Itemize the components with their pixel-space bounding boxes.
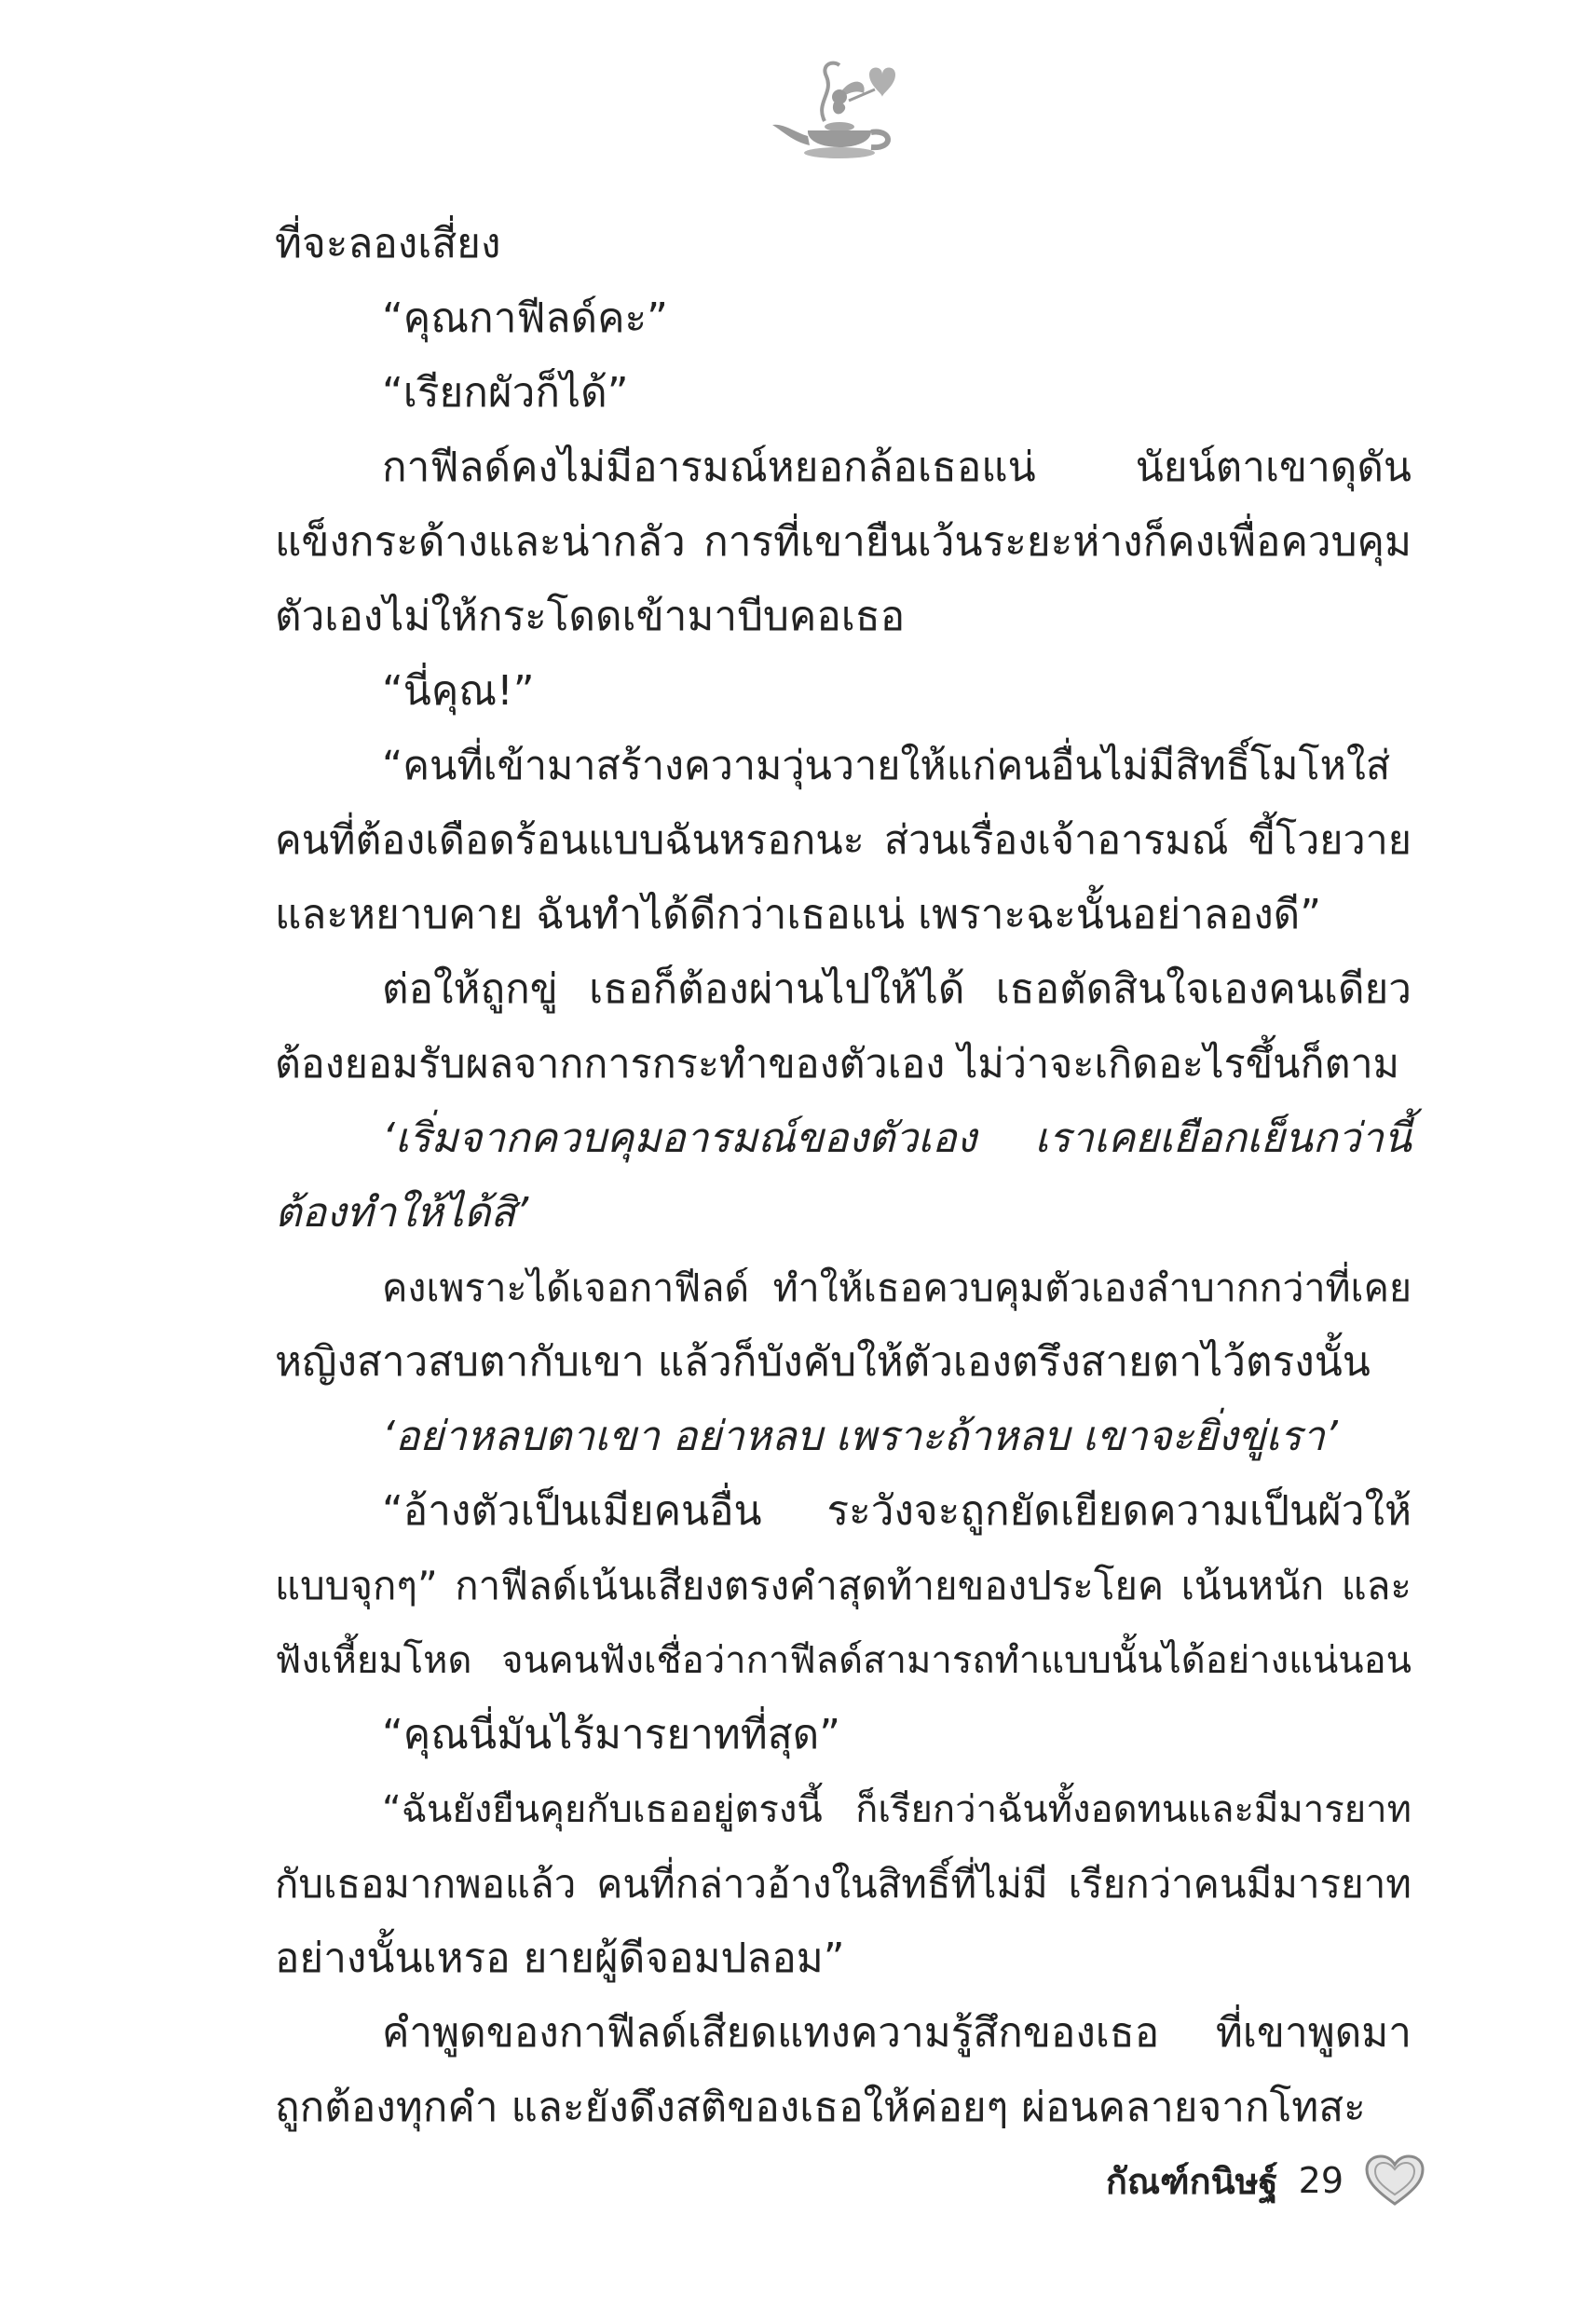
text-line: กาฟีลด์คงไม่มีอารมณ์หยอกล้อเธอแน่ นัยน์ตาเขาดุดัน — [382, 444, 1412, 491]
text-line: “ฉันยังยืนคุยกับเธออยู่ตรงนี้ ก็เรียกว่าฉันทั้งอดทนและมีมารยาท — [382, 1788, 1412, 1831]
text-line: และหยาบคาย ฉันทำได้ดีกว่าเธอแน่ เพราะฉะนั้นอย่าลองดี” — [275, 891, 1322, 938]
text-line: หญิงสาวสบตากับเขา แล้วก็บังคับให้ตัวเองตรึงสายตาไว้ตรงนั้น — [275, 1338, 1371, 1386]
text-line: ‘เริ่มจากควบคุมอารมณ์ของตัวเอง เราเคยเยือกเย็นกว่านี้ — [382, 1114, 1412, 1162]
page-footer — [1071, 2143, 1425, 2218]
text-line: ต้องยอมรับผลจากการกระทำของตัวเอง ไม่ว่าจะเกิดอะไรขึ้นก็ตาม — [275, 1041, 1399, 1087]
text-line: แข็งกระด้างและน่ากลัว การที่เขายืนเว้นระยะห่างก็คงเพื่อควบคุม — [275, 518, 1412, 566]
text-line: ต้องทำให้ได้สิ’ — [275, 1189, 529, 1237]
text-line: “อ้างตัวเป็นเมียคนอื่น ระวังจะถูกยัดเยียดความเป็นผัวให้ — [382, 1487, 1412, 1535]
page-number: 29 — [1298, 2160, 1344, 2201]
text-line: “คุณกาฟีลด์คะ” — [382, 294, 668, 342]
text-line: คงเพราะได้เจอกาฟีลด์ ทำให้เธอควบคุมตัวเองลำบากกว่าที่เคย — [382, 1265, 1412, 1310]
text-line: “เรียกผัวก็ได้” — [382, 369, 629, 417]
text-line: “คนที่เข้ามาสร้างความวุ่นวายให้แก่คนอื่นไม่มีสิทธิ์โมโหใส่ — [382, 743, 1391, 789]
text-line: ‘อย่าหลบตาเขา อย่าหลบ เพราะถ้าหลบ เขาจะยิ่งขู่เรา’ — [382, 1413, 1338, 1460]
book-title: กัณฑ์กนิษฐ์ — [1105, 2160, 1278, 2202]
text-line: คำพูดของกาฟีลด์เสียดแทงความรู้สึกของเธอ ที่เขาพูดมา — [382, 2009, 1412, 2057]
heart-icon — [1364, 2154, 1425, 2208]
text-line: ตัวเองไม่ให้กระโดดเข้ามาบีบคอเธอ — [275, 593, 906, 640]
text-line: ที่จะลองเสี่ยง — [275, 220, 501, 267]
text-line: กับเธอมากพอแล้ว คนที่กล่าวอ้างในสิทธิ์ที่ไม่มี เรียกว่าคนมีมารยาท — [275, 1861, 1412, 1907]
cupid-teapot-ornament-icon — [759, 56, 918, 177]
text-line: ต่อให้ถูกขู่ เธอก็ต้องผ่านไปให้ได้ เธอตัดสินใจเองคนเดียว — [382, 965, 1412, 1013]
text-line: “นี่คุณ!” — [382, 667, 535, 715]
text-line: แบบจุกๆ” กาฟีลด์เน้นเสียงตรงคำสุดท้ายของประโยค เน้นหนัก และ — [275, 1563, 1412, 1608]
text-line: “คุณนี่มันไร้มารยาทที่สุด” — [382, 1711, 841, 1758]
text-line: ฟังเหี้ยมโหด จนคนฟังเชื่อว่ากาฟีลด์สามารถทำแบบนั้นได้อย่างแน่นอน — [275, 1639, 1412, 1682]
text-line: อย่างนั้นเหรอ ยายผู้ดีจอมปลอม” — [275, 1935, 845, 1982]
text-line: คนที่ต้องเดือดร้อนแบบฉันหรอกนะ ส่วนเรื่องเจ้าอารมณ์ ขี้โวยวาย — [275, 817, 1412, 864]
body-text — [275, 207, 1412, 2145]
text-line: ถูกต้องทุกคำ และยังดึงสติของเธอให้ค่อยๆ ผ่อนคลายจากโทสะ — [275, 2084, 1366, 2131]
